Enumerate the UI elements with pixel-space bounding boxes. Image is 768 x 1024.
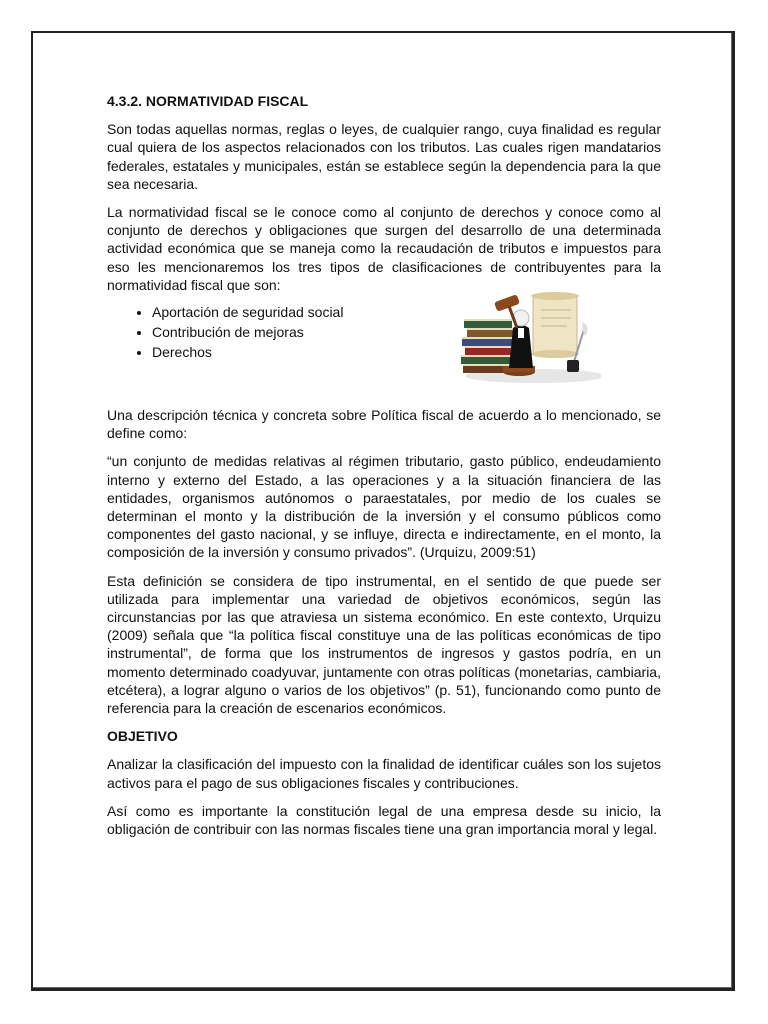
paragraph-quote: “un conjunto de medidas relativas al régimen tributario, gasto público, endeudamiento interno y externo del Estado, a las operaciones y a la situación financiera de las entidades, organismos autónomos o paraestatales, por medio de los cuales se determinan el monto y la distribución de la inversión y el consumo públicos como componentes del gasto nacional, y se influye, directa e indirectamente, en el monto, la composición de la inversión y consumo privados”. (Urquizu, 2009:51) [107, 453, 661, 561]
list-item: • Contribución de mejoras [152, 322, 661, 342]
list-item: • Derechos [152, 342, 661, 362]
paragraph-normatividad: La normatividad fiscal se le conoce como al conjunto de derechos y conoce como al conjunto de derechos y obligaciones que surgen del desarrollo de una determinada actividad económica que se maneja como la recaudación de tributos e impuestos para eso les mencionaremos los tres tipos de clasificaciones de contribuyentes para la normatividad fiscal que son: [107, 204, 661, 293]
paragraph-instrumental: Esta definición se considera de tipo instrumental, en el sentido de que puede ser utilizada para implementar una variedad de objetivos económicos, según las circunstancias por las que atraviesa un sistema económico. En este contexto, Urquizu (2009) señala que “la política fiscal constituye una de las políticas económicas de tipo instrumental”, de forma que los instrumentos de ingresos y gastos podría, en un momento determinado coadyuvar, juntamente con otras políticas (monetarias, cambiaria, etcétera), a lograr alguno o varios de los objetivos” (p. 51), funcionando como punto de referencia para la creación de escenarios económicos. [107, 572, 661, 717]
paragraph-constitucion: Así como es importante la constitución legal de una empresa desde su inicio, la obligación de contribuir con las normas fiscales tiene una gran importancia moral y legal. [107, 802, 661, 838]
document-body [107, 92, 661, 848]
heading-objetivo: OBJETIVO [107, 728, 178, 745]
list-item: • Aportación de seguridad social [152, 302, 661, 322]
paragraph-objetivo: Analizar la clasificación del impuesto con la finalidad de identificar cuáles son los sujetos activos para el pago de sus obligaciones fiscales y contribuciones. [107, 756, 661, 791]
law-books-gavel-illustration [455, 288, 601, 384]
bullets-row [107, 302, 661, 386]
paragraph-descripcion: Una descripción técnica y concreta sobre Política fiscal de acuerdo a lo mencionado, se define como: [107, 407, 661, 442]
section-title: 4.3.2. NORMATIVIDAD FISCAL [107, 93, 309, 109]
paragraph-definition: Son todas aquellas normas, reglas o leyes, de cualquier rango, cuya finalidad es regular cual quiera de los aspectos relacionados con los tributos. Las cuales rigen mandatarios federales, estatales y municipales, están se establece según la dependencia para la que sea necesaria. [107, 121, 661, 192]
